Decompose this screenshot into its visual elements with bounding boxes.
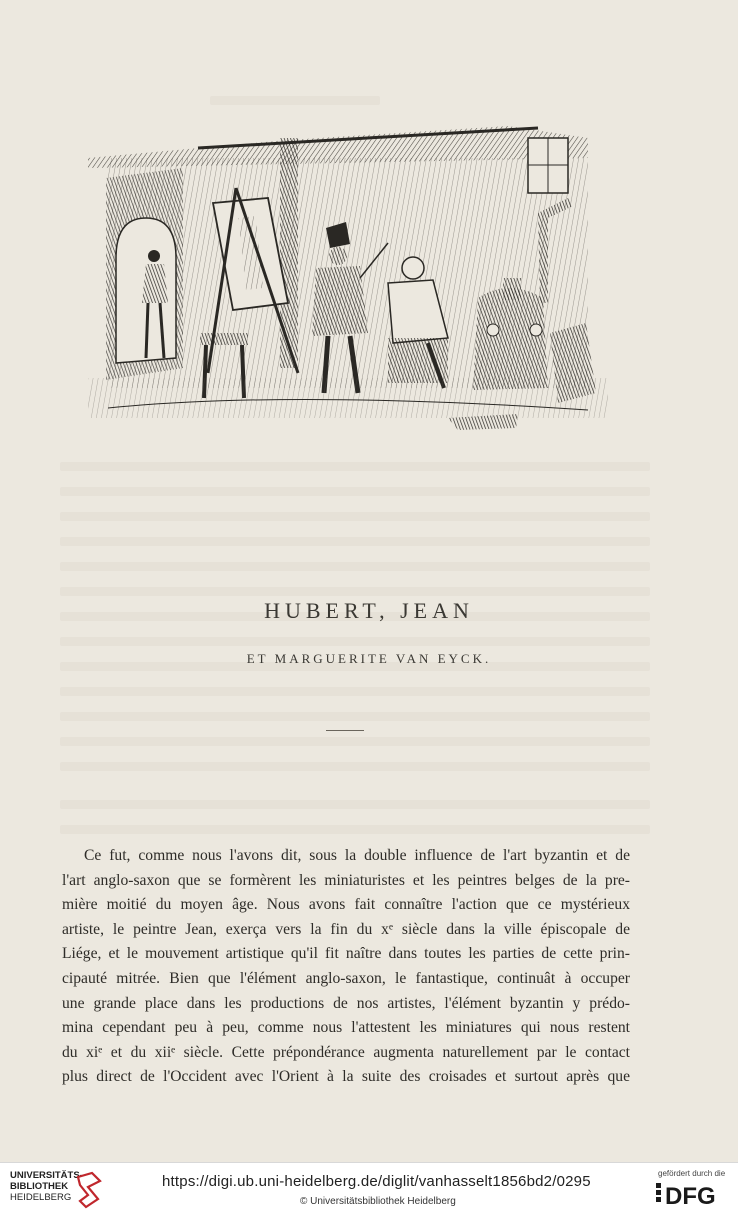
text-line: cipauté mitrée. Bien que l'élément anglo-saxon, le fantastique, continuât à occuper bbox=[62, 969, 630, 987]
text-line: plus direct de l'Occident avec l'Orient à la suite des croisades et surtout après que bbox=[62, 1068, 630, 1086]
text-line: artiste, le peintre Jean, exerça vers la fin du xᵉ siècle dans la ville épiscopale de bbox=[62, 920, 630, 938]
permalink-url[interactable]: https://digi.ub.uni-heidelberg.de/diglit/vanhasselt1856bd2/0295 bbox=[162, 1173, 591, 1190]
bleed-through bbox=[210, 96, 380, 105]
text-line: mina cependant peu à peu, comme nous l'attestent les miniatures qui nous restent bbox=[62, 1019, 630, 1037]
library-logo[interactable] bbox=[10, 1170, 83, 1203]
body-paragraph bbox=[62, 844, 630, 1090]
copyright-note: © Universitätsbibliothek Heidelberg bbox=[300, 1196, 456, 1207]
bleed-through bbox=[60, 800, 650, 809]
bleed-through bbox=[60, 487, 650, 496]
text-line: une grande place dans les productions de nos artistes, l'élément byzantin y prédo- bbox=[62, 994, 630, 1012]
engraving-painters-workshop-icon bbox=[88, 118, 608, 443]
bleed-through bbox=[60, 687, 650, 696]
dfg-logo-text: DFG bbox=[665, 1183, 716, 1209]
bleed-through bbox=[60, 762, 650, 771]
bleed-through bbox=[60, 737, 650, 746]
bleed-through bbox=[60, 512, 650, 521]
title-divider bbox=[326, 730, 364, 731]
library-mark-icon bbox=[74, 1171, 104, 1209]
chapter-title: HUBERT, JEAN bbox=[264, 598, 474, 623]
library-name-line1: UNIVERSITÄTS- bbox=[10, 1170, 83, 1181]
library-name-line3: HEIDELBERG bbox=[10, 1192, 72, 1203]
bleed-through bbox=[60, 537, 650, 546]
viewer-footer bbox=[0, 1162, 738, 1217]
chapter-subtitle: ET MARGUERITE VAN EYCK. bbox=[246, 651, 492, 666]
text-line: Ce fut, comme nous l'avons dit, sous la double influence de l'art byzantin et de bbox=[84, 847, 630, 864]
bleed-through bbox=[60, 587, 650, 596]
bleed-through bbox=[60, 562, 650, 571]
text-line: mière moitié du moyen âge. Nous avons fait connaître l'action que ce mystérieux bbox=[62, 896, 630, 914]
library-name-line2: BIBLIOTHEK bbox=[10, 1181, 69, 1192]
text-line: du xiᵉ et du xiiᵉ siècle. Cette prépondérance augmenta naturellement par le contact bbox=[62, 1043, 630, 1061]
bleed-through bbox=[60, 637, 650, 646]
text-line: l'art anglo-saxon que se formèrent les miniaturistes et les peintres belges de la pre- bbox=[62, 871, 630, 889]
dfg-logo-icon[interactable] bbox=[656, 1181, 726, 1209]
bleed-through bbox=[60, 825, 650, 834]
text-line: Liége, et le mouvement artistique qu'il fit naître dans toutes les parties de cette prin- bbox=[62, 945, 630, 963]
funding-note: gefördert durch die bbox=[658, 1169, 726, 1178]
bleed-through bbox=[60, 712, 650, 721]
bleed-through bbox=[60, 462, 650, 471]
